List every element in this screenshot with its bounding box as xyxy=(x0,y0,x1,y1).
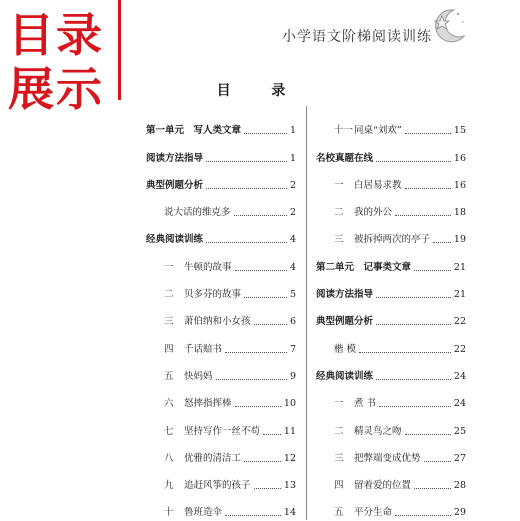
dot-leader xyxy=(376,161,451,162)
toc-entry-page: 27 xyxy=(453,452,466,464)
dot-leader xyxy=(376,379,451,380)
toc-entry-page: 24 xyxy=(453,370,466,382)
toc-entry-title xyxy=(146,450,241,464)
toc-entry-text: 说大话的维克多 xyxy=(164,207,231,219)
toc-entry-page: 16 xyxy=(453,179,466,191)
dot-leader xyxy=(376,297,451,298)
toc-entry-title xyxy=(146,341,222,355)
toc-entry xyxy=(316,412,466,439)
series-title: 小学语文阶梯阅读训练 xyxy=(282,29,432,45)
toc-entry-title xyxy=(146,423,260,437)
toc-entry-title xyxy=(146,259,232,273)
toc-entry-title xyxy=(316,286,373,300)
toc-entry-text: 第二单元 记事类文章 xyxy=(316,261,412,273)
toc-entry-number: 六 xyxy=(164,398,174,410)
toc-entry xyxy=(316,194,466,221)
toc-entry-text: 追赶风筝的孩子 xyxy=(184,480,251,492)
toc-entry-page: 10 xyxy=(283,398,296,410)
toc-entry-page: 1 xyxy=(289,152,296,164)
toc-entry-title xyxy=(316,395,376,409)
dot-leader xyxy=(216,379,287,380)
toc-entry-text: 贝多芬的故事 xyxy=(184,289,242,301)
toc-entry-text: 名校真题在线 xyxy=(316,152,374,164)
column-divider xyxy=(306,106,307,520)
toc-entry-text: 典型例题分析 xyxy=(146,179,204,191)
toc-entry-text: 怒摔指挥棒 xyxy=(184,398,232,410)
toc-entry-title xyxy=(316,341,356,355)
toc-entry-page: 15 xyxy=(453,125,466,137)
dot-leader xyxy=(395,215,451,216)
toc-entry xyxy=(146,112,296,139)
toc-entry-number: 一 xyxy=(334,179,344,191)
toc-entry xyxy=(316,358,466,385)
toc-entry-number: 二 xyxy=(334,207,344,219)
toc-entry-page: 24 xyxy=(453,398,466,410)
toc-entry-page: 14 xyxy=(283,507,296,519)
toc-entry-title xyxy=(316,177,402,191)
dot-leader xyxy=(405,434,451,435)
toc-left-column xyxy=(146,112,296,521)
toc-entry-title xyxy=(316,450,421,464)
toc-entry xyxy=(316,139,466,166)
dot-leader xyxy=(225,352,287,353)
toc-entry-text: 阅读方法指导 xyxy=(316,289,374,301)
toc-entry xyxy=(146,303,296,330)
toc-entry xyxy=(316,248,466,275)
toc-entry xyxy=(146,167,296,194)
toc-entry-page: 21 xyxy=(453,289,466,301)
toc-entry-title xyxy=(316,477,411,491)
toc-entry xyxy=(146,494,296,521)
dot-leader xyxy=(234,215,287,216)
toc-entry-text: 煮 书 xyxy=(354,398,377,410)
toc-entry-number: 十 xyxy=(164,507,174,519)
toc-entry-title xyxy=(146,122,241,136)
toc-entry-text: 楷 模 xyxy=(334,343,357,355)
toc-entry-page: 1 xyxy=(289,125,296,137)
toc-entry-text: 萧伯纳和小女孩 xyxy=(184,316,251,328)
toc-entry-number: 一 xyxy=(334,398,344,410)
toc-entry-page: 29 xyxy=(453,507,466,519)
toc-entry-title xyxy=(146,177,203,191)
toc-entry xyxy=(316,467,466,494)
dot-leader xyxy=(263,434,281,435)
toc-entry-number: 四 xyxy=(164,343,174,355)
toc-entry-number: 八 xyxy=(164,452,174,464)
toc-entry-text: 第一单元 写人类文章 xyxy=(146,125,242,137)
dot-leader xyxy=(244,297,287,298)
toc-entry-text: 被拆掉两次的亭子 xyxy=(354,234,431,246)
toc-entry xyxy=(146,440,296,467)
dot-leader xyxy=(379,406,451,407)
toc-entry-title xyxy=(146,313,251,327)
toc-entry-page: 22 xyxy=(453,316,466,328)
toc-entry-page: 21 xyxy=(453,261,466,273)
toc-entry-page: 4 xyxy=(289,234,296,246)
toc-entry-text: 留着爱的位置 xyxy=(354,480,412,492)
toc-entry-title xyxy=(146,477,251,491)
dot-leader xyxy=(225,515,281,516)
toc-entry-page: 13 xyxy=(283,480,296,492)
toc-entry-number: 三 xyxy=(334,234,344,246)
toc-entry-title xyxy=(146,150,203,164)
toc-entry-number: 一 xyxy=(164,261,174,273)
dot-leader xyxy=(433,242,451,243)
toc-entry-title xyxy=(146,231,203,245)
dot-leader xyxy=(376,324,451,325)
dot-leader xyxy=(414,488,451,489)
toc-entry-page: 6 xyxy=(289,316,296,328)
toc-entry-title xyxy=(146,368,213,382)
toc-entry-text: 我的外公 xyxy=(354,207,393,219)
toc-entry-title xyxy=(146,395,232,409)
toc-entry-text: 快妈妈 xyxy=(184,370,213,382)
banner-line-2: 展示 xyxy=(8,62,104,116)
toc-entry xyxy=(146,467,296,494)
banner-line-1: 目录 xyxy=(8,8,104,62)
dot-leader xyxy=(414,270,451,271)
toc-entry xyxy=(316,494,466,521)
toc-entry-number: 五 xyxy=(334,507,344,519)
dot-leader xyxy=(244,133,287,134)
toc-entry-page: 28 xyxy=(453,480,466,492)
toc-entry xyxy=(146,412,296,439)
toc-entry xyxy=(316,112,466,139)
toc-entry-title xyxy=(316,423,402,437)
toc-entry-number: 九 xyxy=(164,480,174,492)
toc-entry-number: 七 xyxy=(164,425,174,437)
toc-entry-title xyxy=(316,259,411,273)
toc-entry-text: 优雅的清洁工 xyxy=(184,452,242,464)
toc-entry-text: 平分生命 xyxy=(354,507,393,519)
dot-leader xyxy=(254,324,287,325)
toc-right-column xyxy=(316,112,466,521)
toc-entry-title xyxy=(316,122,402,136)
toc-entry-title xyxy=(146,504,222,518)
dot-leader xyxy=(395,515,451,516)
toc-entry-text: 典型例题分析 xyxy=(316,316,374,328)
toc-entry xyxy=(146,358,296,385)
toc-entry xyxy=(146,276,296,303)
toc-entry-text: 把弊端变成优势 xyxy=(354,452,421,464)
dot-leader xyxy=(235,270,287,271)
toc-entry-number: 二 xyxy=(164,289,174,301)
toc-entry-text: 白居易求教 xyxy=(354,179,402,191)
toc-entry-text: 同桌“刘欢” xyxy=(354,125,402,137)
toc-entry-number: 四 xyxy=(334,480,344,492)
toc-entry-number: 五 xyxy=(164,370,174,382)
toc-heading: 目 录 xyxy=(216,83,304,99)
dot-leader xyxy=(206,242,287,243)
toc-entry-page: 12 xyxy=(283,452,296,464)
toc-entry-page: 22 xyxy=(453,343,466,355)
toc-entry-text: 牛顿的故事 xyxy=(184,261,232,273)
dot-leader xyxy=(424,461,451,462)
toc-entry-page: 9 xyxy=(289,370,296,382)
dot-leader xyxy=(405,188,451,189)
dot-leader xyxy=(206,188,287,189)
toc-entry xyxy=(146,221,296,248)
dot-leader xyxy=(206,161,287,162)
toc-entry-number: 十一 xyxy=(334,125,354,137)
toc-entry-number: 二 xyxy=(334,425,344,437)
toc-entry-page: 19 xyxy=(453,234,466,246)
toc-entry-page: 25 xyxy=(453,425,466,437)
toc-entry-page: 16 xyxy=(453,152,466,164)
toc-entry-text: 千话赔书 xyxy=(184,343,223,355)
toc-entry xyxy=(146,139,296,166)
toc-entry xyxy=(316,385,466,412)
toc-entry-page: 2 xyxy=(289,179,296,191)
toc-entry-title xyxy=(146,286,241,300)
dot-leader xyxy=(254,488,281,489)
dot-leader xyxy=(244,461,281,462)
toc-entry-page: 11 xyxy=(283,425,296,437)
promo-banner xyxy=(0,0,116,118)
toc-entry-page: 7 xyxy=(289,343,296,355)
toc-entry-page: 2 xyxy=(289,207,296,219)
toc-entry-page: 4 xyxy=(289,261,296,273)
toc-entry xyxy=(146,385,296,412)
dot-leader xyxy=(235,406,281,407)
moon-star-icon xyxy=(428,6,468,46)
dot-leader xyxy=(405,133,451,134)
toc-entry-text: 经典阅读训练 xyxy=(316,370,374,382)
toc-entry xyxy=(316,276,466,303)
dot-leader xyxy=(359,352,451,353)
toc-entry xyxy=(316,303,466,330)
toc-entry-number: 三 xyxy=(164,316,174,328)
toc-entry-title xyxy=(316,368,373,382)
toc-entry xyxy=(316,221,466,248)
toc-entry xyxy=(146,330,296,357)
toc-entry-title xyxy=(316,231,430,245)
toc-entry-text: 精灵鸟之吻 xyxy=(354,425,402,437)
toc-entry-title xyxy=(316,150,373,164)
toc-entry xyxy=(146,248,296,275)
toc-entry-title xyxy=(316,504,392,518)
toc-entry-page: 5 xyxy=(289,289,296,301)
toc-entry-text: 经典阅读训练 xyxy=(146,234,204,246)
toc-entry-text: 鲁班造伞 xyxy=(184,507,223,519)
toc-entry xyxy=(316,167,466,194)
toc-entry-text: 阅读方法指导 xyxy=(146,152,204,164)
toc-entry-title xyxy=(316,204,392,218)
toc-entry xyxy=(316,330,466,357)
toc-entry-title xyxy=(316,313,373,327)
toc-entry-number: 三 xyxy=(334,452,344,464)
toc-entry xyxy=(146,194,296,221)
toc-entry-title xyxy=(146,204,231,218)
toc-entry-text: 坚持写作一丝不苟 xyxy=(184,425,261,437)
toc-entry xyxy=(316,440,466,467)
toc-entry-page: 18 xyxy=(453,207,466,219)
